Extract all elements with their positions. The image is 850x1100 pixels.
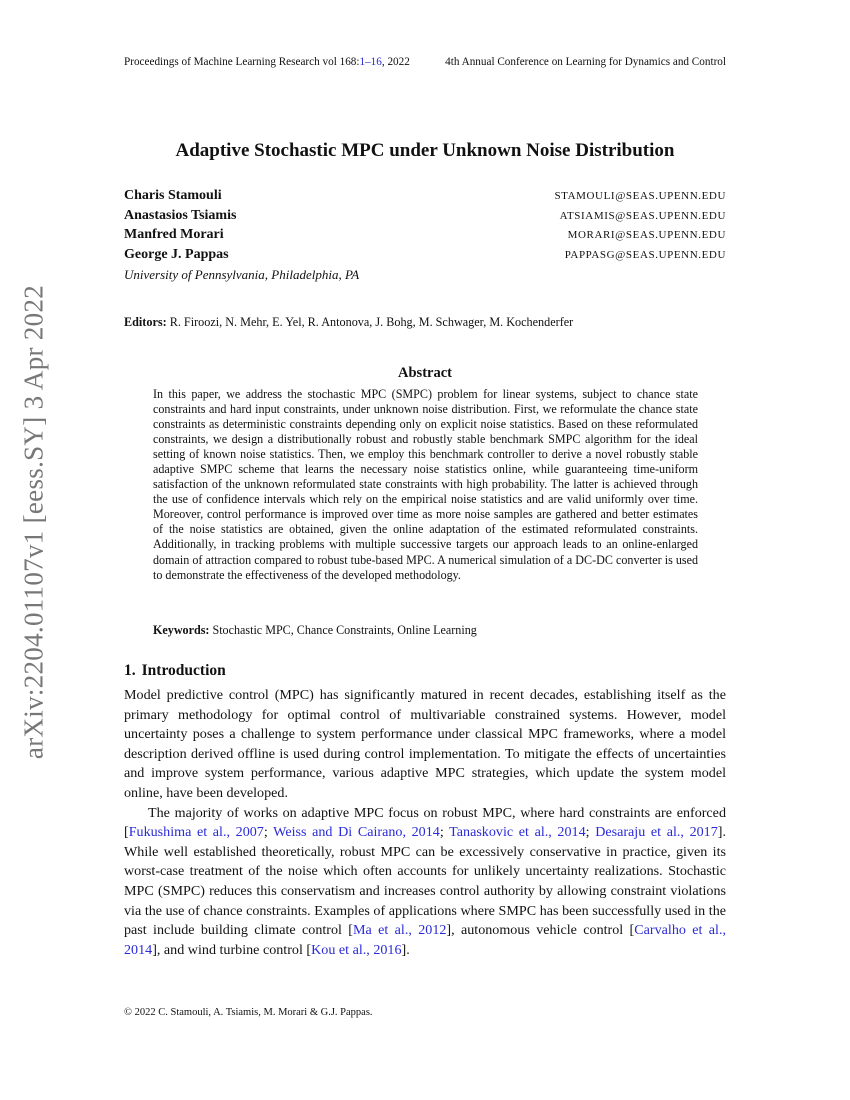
keywords-label: Keywords: [153,623,210,637]
paragraph [124,804,726,961]
text-run: ; [263,824,274,841]
section-title: Introduction [141,662,226,679]
affiliation: University of Pennsylvania, Philadelphia, PA [124,267,360,282]
paragraph: Model predictive control (MPC) has significantly matured in recent decades, establishing itself as the primary methodology for optimal control of multivariable constrained systems. However, model uncertainty poses a challenge to system performance under classical MPC frameworks, where a model description derived offline is used during control implementation. To mitigate the effects of uncertainties and improve system performance, various adaptive MPC strategies, which update the system model online, have been developed. [124,687,726,801]
author-row [124,247,726,267]
citation-link[interactable]: Tanaskovic et al., 2014 [449,824,586,841]
abstract-heading: Abstract [398,365,452,381]
text-run: ]. While well established theoretically, robust MPC can be excessively conservative in practice, given its worst-case treatment of the noise which often accounts for unlikely uncertainty realizations. Stochastic MPC (SMPC) reduces this conservatism and increases control authority by allowing constraint violations via the use of chance constraints. Examples of applications where SMPC has been successfully used in the past include building climate control [ [124,824,726,939]
editors-label: Editors: [124,315,167,329]
proceedings-text: Proceedings of Machine Learning Research vol 168: [124,56,360,68]
author-name: Charis Stamouli [124,188,222,203]
paper-title: Adaptive Stochastic MPC under Unknown Noise Distribution [175,140,675,161]
running-header-left [124,56,410,68]
author-email: PAPPASG@SEAS.UPENN.EDU [564,248,726,261]
editors-line [124,315,573,330]
arxiv-stamp: arXiv:2204.01107v1 [eess.SY] 3 Apr 2022 [18,284,49,760]
author-name: Manfred Morari [124,227,224,242]
author-row [124,208,726,228]
citation-link[interactable]: Fukushima et al., 2007 [128,824,264,841]
author-name: Anastasios Tsiamis [124,207,237,223]
citation-link[interactable]: Ma et al., 2012 [353,922,447,939]
author-email: ATSIAMIS@SEAS.UPENN.EDU [559,209,726,222]
abstract-text: In this paper, we address the stochastic MPC (SMPC) problem for linear systems, subject to chance state constraints and hard input constraints, under unknown noise distribution. First, we reformulate the chance state constraints as deterministic constraints depending only on explicit noise statistics. Based on these reformulated constraints, we design a distributionally robust and robustly stable benchmark SMPC algorithm for the ideal setting of known noise statistics. Then, we employ this benchmark controller to derive a novel robustly stable adaptive SMPC scheme that learns the necessary noise statistics online, while guaranteeing time-uniform satisfaction of the unknown reformulated state constraints with high probability. The latter is achieved through the use of confidence intervals which rely on the empirical noise statistics and are valid uniformly over time. Moreover, control performance is improved over time as more noise samples are gathered and better estimates of the noise statistics are obtained, given the online adaptation of the estimated reformulated constraints. Additionally, in tracking problems with multiple successive targets our approach leads to an online-enlarged domain of attraction compared to robust tube-based MPC. A numerical simulation of a DC-DC converter is used to demonstrate the effectiveness of the developed methodology. [153,387,698,582]
text-run: The majority of works on adaptive MPC focus on robust MPC, where hard constraints are enforced [ [124,804,726,841]
running-header-right: 4th Annual Conference on Learning for Dynamics and Control [445,56,726,68]
text-run: ; [585,824,596,841]
keywords-line [153,623,477,638]
text-run: ]. [401,941,410,958]
citation-link[interactable]: Kou et al., 2016 [311,941,402,958]
author-row [124,227,726,247]
citation-link[interactable]: Desaraju et al., 2017 [595,824,718,841]
proceedings-year: , 2022 [381,56,410,68]
author-name: George J. Pappas [124,246,229,262]
keywords-text: Stochastic MPC, Chance Constraints, Online Learning [212,623,477,637]
author-email: MORARI@SEAS.UPENN.EDU [567,229,726,241]
citation-link[interactable]: Weiss and Di Cairano, 2014 [273,824,440,841]
text-run: ; [439,824,450,841]
author-email: STAMOULI@SEAS.UPENN.EDU [554,190,726,202]
author-row [124,188,726,208]
section-heading [124,662,226,680]
section-number: 1. [124,662,136,679]
author-block [124,188,726,283]
introduction-body [124,686,726,960]
editors-names: R. Firoozi, N. Mehr, E. Yel, R. Antonova, J. Bohg, M. Schwager, M. Kochenderfer [169,315,574,329]
citation-link[interactable]: Carvalho et al., 2014 [124,922,726,958]
text-run: ], autonomous vehicle control [ [446,922,635,939]
text-run: ], and wind turbine control [ [152,941,312,958]
copyright-footer: © 2022 C. Stamouli, A. Tsiamis, M. Morari & G.J. Pappas. [124,1007,373,1018]
page-range-link[interactable]: 1–16 [359,56,382,68]
